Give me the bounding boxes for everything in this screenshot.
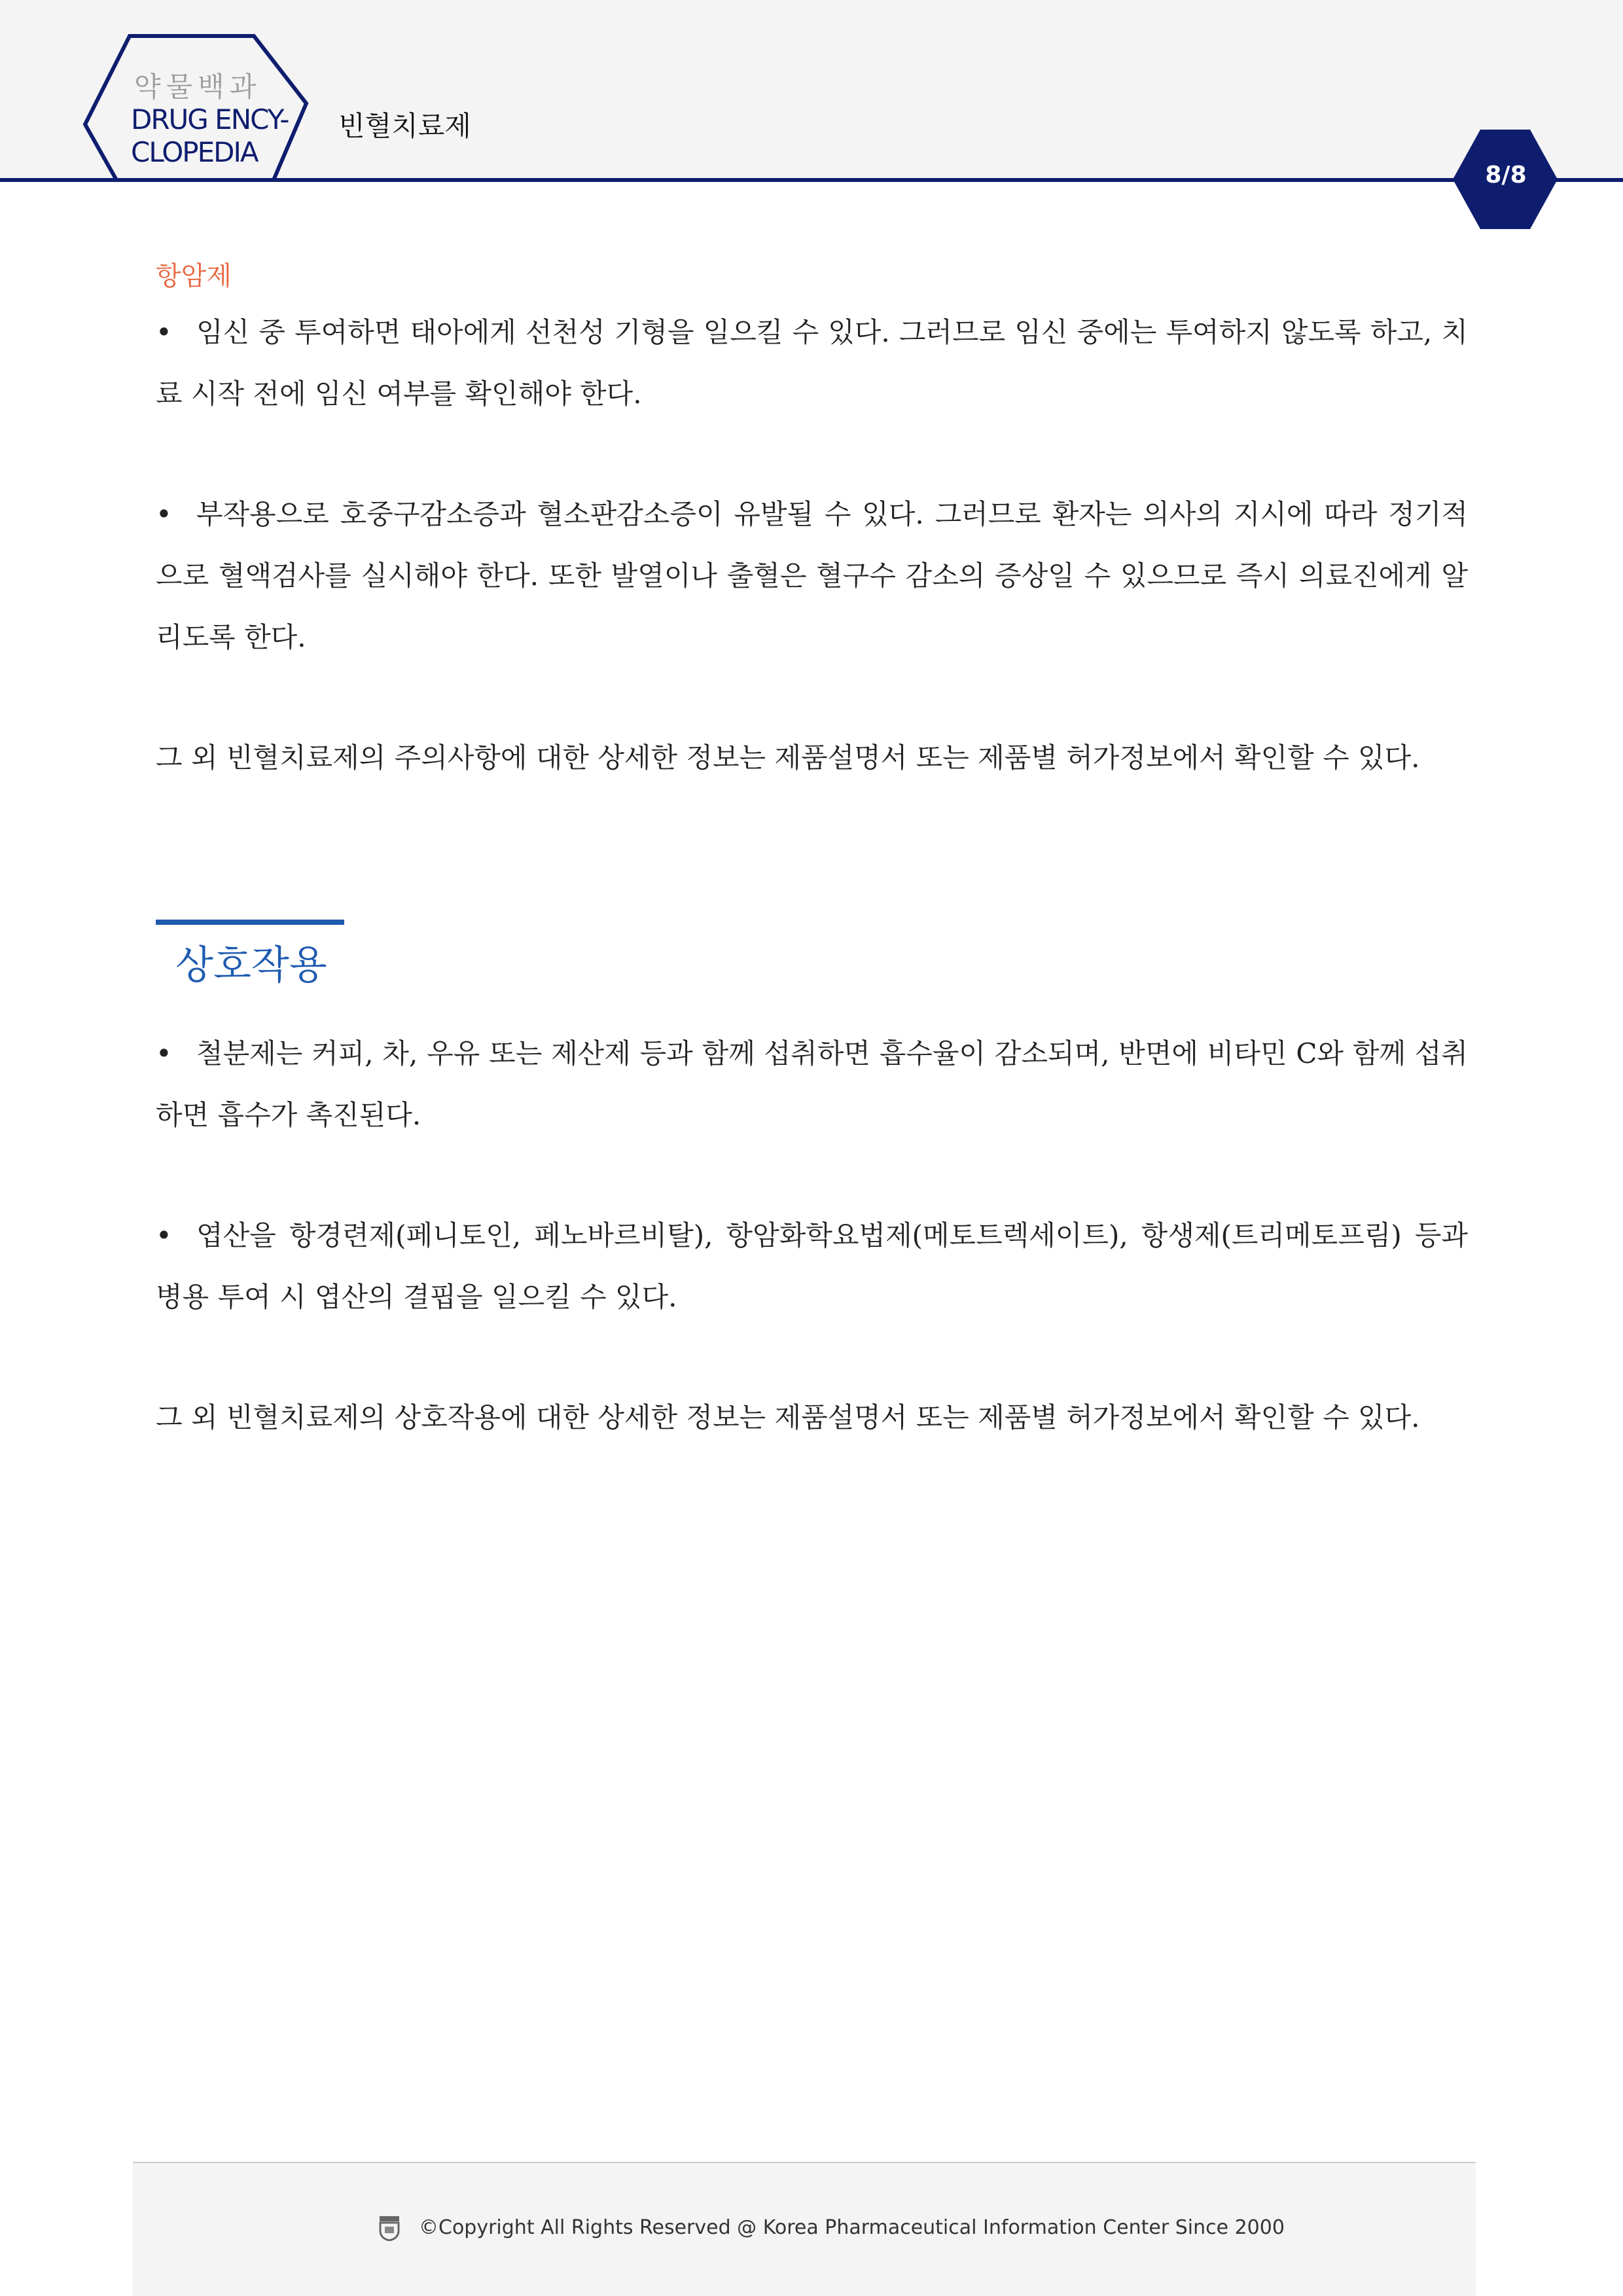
interaction-bullet-1 <box>156 1023 1468 1146</box>
caution-subheading: 항암제 <box>156 261 232 291</box>
interaction-closing: 그 외 빈혈치료제의 상호작용에 대한 상세한 정보는 제품설명서 또는 제품별 허가정보에서 확인할 수 있다. <box>156 1401 1420 1433</box>
page-indicator: 8/8 <box>1485 162 1527 188</box>
main-content <box>156 255 1468 1448</box>
header-divider <box>0 178 1623 182</box>
logo-english-text <box>131 103 308 169</box>
bullet-icon: • <box>156 498 172 530</box>
logo-korean-text: 약물백과 <box>134 71 262 103</box>
document-title: 빈혈치료제 <box>338 110 471 142</box>
spacer <box>156 1146 1468 1205</box>
spacer <box>156 425 1468 484</box>
interaction-bullet-2 <box>156 1205 1468 1328</box>
caution-bullet-2-text: 부작용으로 호중구감소증과 혈소판감소증이 유발될 수 있다. 그러므로 환자는 의사의 지시에 따라 정기적으로 혈액검사를 실시해야 한다. 또한 발열이나 출혈은 혈구수 감소의 증상일 수 있으므로 즉시 의료진에게 알리도록 한다. <box>156 498 1468 653</box>
crest-icon <box>378 2215 401 2241</box>
caution-bullet-2 <box>156 484 1468 668</box>
interaction-bullet-1-text: 철분제는 커피, 차, 우유 또는 제산제 등과 함께 섭취하면 흡수율이 감소되며, 반면에 비타민 C와 함께 섭취하면 흡수가 촉진된다. <box>156 1037 1468 1131</box>
spacer <box>156 668 1468 727</box>
copyright-text: ©Copyright All Rights Reserved @ Korea Pharmaceutical Information Center Since 2000 <box>419 2216 1285 2239</box>
bullet-icon: • <box>156 316 172 348</box>
bullet-icon: • <box>156 1037 172 1069</box>
logo-english-line-2: CLOPEDIA <box>131 136 258 168</box>
spacer <box>156 1328 1468 1387</box>
section-rule <box>156 920 344 925</box>
caution-closing: 그 외 빈혈치료제의 주의사항에 대한 상세한 정보는 제품설명서 또는 제품별 허가정보에서 확인할 수 있다. <box>156 742 1420 774</box>
bullet-icon: • <box>156 1219 172 1251</box>
caution-bullet-1 <box>156 302 1468 425</box>
caution-bullet-1-text: 임신 중 투여하면 태아에게 선천성 기형을 일으킬 수 있다. 그러므로 임신 중에는 투여하지 않도록 하고, 치료 시작 전에 임신 여부를 확인해야 한다. <box>156 316 1468 410</box>
spacer <box>156 789 1468 920</box>
logo-english-line-1: DRUG ENCY- <box>131 103 289 135</box>
interaction-bullet-2-text: 엽산을 항경련제(페니토인, 페노바르비탈), 항암화학요법제(메토트렉세이트), 항생제(트리메토프림) 등과 병용 투여 시 엽산의 결핍을 일으킬 수 있다. <box>156 1219 1468 1313</box>
section-title-interactions: 상호작용 <box>175 942 327 988</box>
